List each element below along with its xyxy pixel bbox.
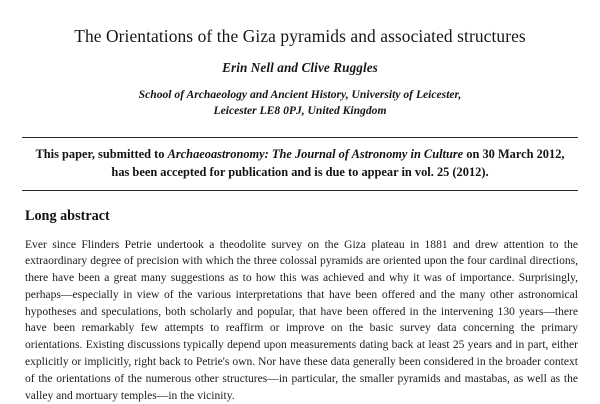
affiliation-line-1: School of Archaeology and Ancient History, University of Leicester, bbox=[0, 87, 600, 103]
abstract-body: Ever since Flinders Petrie undertook a theodolite survey on the Giza plateau in 1881 and drew attention to the extraordinary degree of precision with which the three colossal pyramids are oriented upon the four cardinal directions, there have been a great many suggestions as to how this was achieved and why it was of importance. Surprisingly, perhaps—especially in view of the various interpretations that have been offered and the many other astronomical hypotheses and speculations, both scholarly and popular, that have been offered in the intervening 130 years—there have been remarkably few attempts to reaffirm or improve on the basic survey data concerning the primary orientations. Existing discussions typically depend upon measurements dating back at least 25 years and in part, either explicitly or implicitly, right back to Petrie's own. Nor have these data generally been considered in the broader context of the orientations of the numerous other structures—in particular, the smaller pyramids and mastabas, as well as the valley and mortuary temples—in the vicinity. bbox=[25, 237, 578, 404]
publication-notice-text bbox=[26, 145, 574, 182]
notice-text-part-1: This paper, submitted to bbox=[36, 147, 168, 161]
notice-text-part-2: on 30 March 2012, has been accepted for publication and is due to appear in vol. 25 (2012). bbox=[111, 147, 564, 179]
affiliation bbox=[0, 87, 600, 120]
publication-notice-box bbox=[22, 137, 578, 191]
journal-name: Archaeoastronomy: The Journal of Astronomy in Culture bbox=[168, 147, 464, 161]
page-title: The Orientations of the Giza pyramids and associated structures bbox=[0, 26, 600, 47]
title-block bbox=[0, 0, 600, 120]
author-list: Erin Nell and Clive Ruggles bbox=[0, 60, 600, 76]
section-heading-long-abstract: Long abstract bbox=[25, 208, 600, 225]
affiliation-line-2: Leicester LE8 0PJ, United Kingdom bbox=[0, 103, 600, 119]
